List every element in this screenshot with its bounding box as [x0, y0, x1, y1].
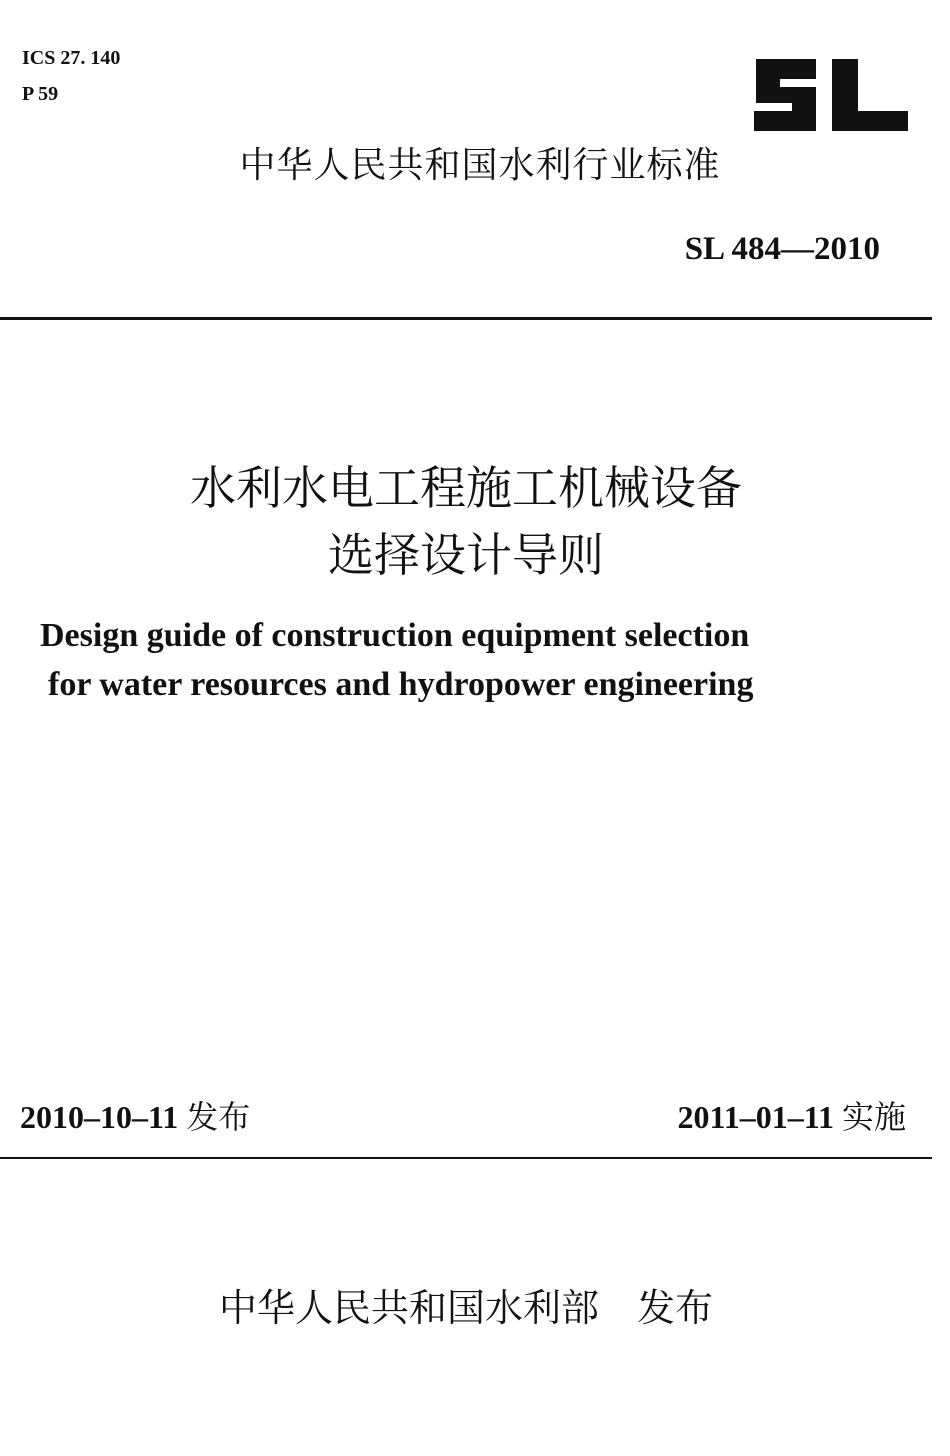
implementation-date-value: 2011–01–11 — [677, 1099, 834, 1135]
publisher — [0, 1283, 932, 1333]
issue-date — [20, 1095, 250, 1139]
classification-code: P 59 — [22, 83, 59, 105]
bottom-divider — [0, 1157, 932, 1159]
ics-code: ICS 27. 140 — [22, 47, 121, 69]
sl-logo-l-shape — [832, 59, 908, 131]
publisher-name: 中华人民共和国水利部 — [218, 1286, 599, 1330]
issue-date-label: 发布 — [186, 1098, 251, 1136]
issuing-industry-header: 中华人民共和国水利行业标准 — [239, 145, 721, 186]
issue-date-value: 2010–10–11 — [20, 1099, 179, 1135]
title-english-line-1: Design guide of construction equipment selection — [40, 617, 750, 654]
standard-number: SL 484—2010 — [684, 231, 880, 267]
implementation-date — [678, 1095, 906, 1139]
publisher-action: 发布 — [637, 1286, 714, 1330]
sl-logo — [750, 55, 910, 135]
implementation-date-label: 实施 — [841, 1098, 906, 1136]
top-divider — [0, 317, 932, 320]
title-chinese-line-1: 水利水电工程施工机械设备 — [190, 461, 742, 515]
sl-logo-s-shape — [754, 59, 816, 131]
title-chinese-line-2: 选择设计导则 — [328, 528, 604, 582]
title-english-line-2: for water resources and hydropower engineering — [48, 666, 754, 703]
